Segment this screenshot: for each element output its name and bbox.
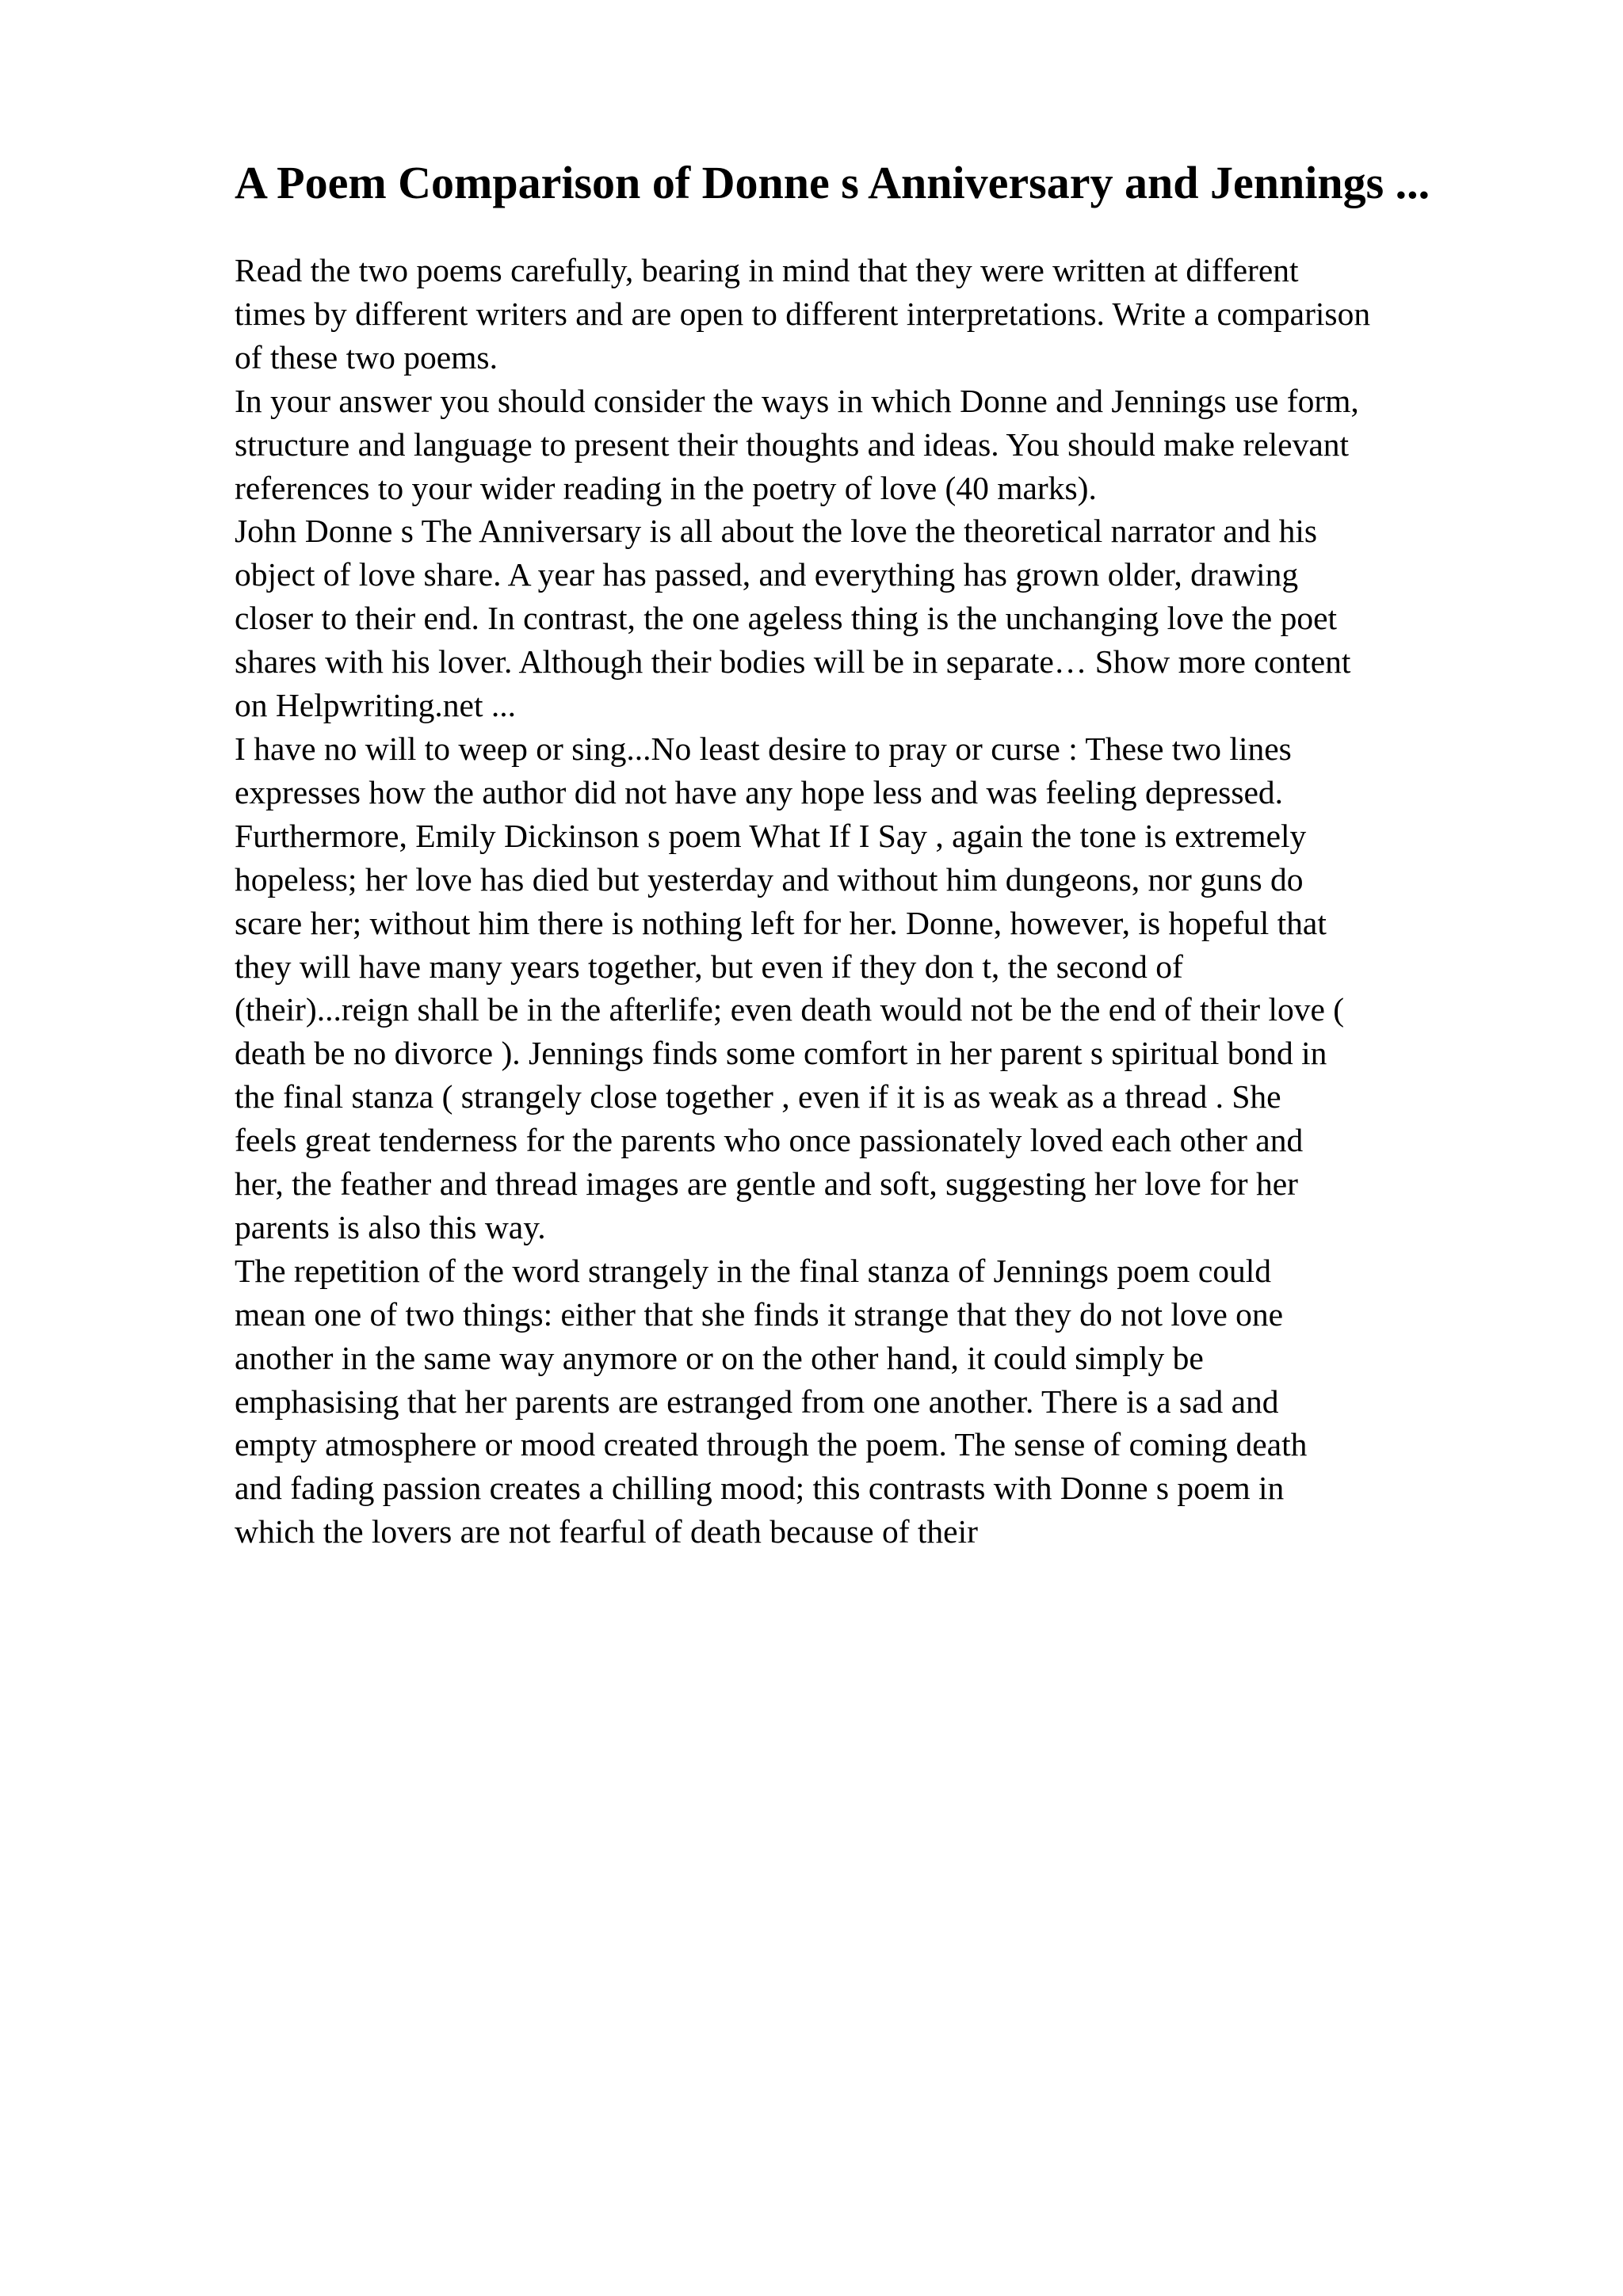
body-line: expresses how the author did not have any hope less and was feeling depressed. bbox=[235, 773, 1284, 810]
body-line: times by different writers and are open to different interpretations. Write a comparison bbox=[235, 295, 1371, 332]
body-line: shares with his lover. Although their bodies will be in separate… Show more content bbox=[235, 643, 1351, 681]
body-line: structure and language to present their thoughts and ideas. You should make relevant bbox=[235, 425, 1350, 463]
body-line: on Helpwriting.net ... bbox=[235, 687, 516, 724]
body-line: scare her; without him there is nothing left for her. Donne, however, is hopeful that bbox=[235, 904, 1327, 941]
document-body bbox=[235, 249, 1582, 1554]
body-line: parents is also this way. bbox=[235, 1208, 546, 1245]
body-line: Furthermore, Emily Dickinson s poem What If I Say , again the tone is extremely bbox=[235, 817, 1307, 854]
body-line: which the lovers are not fearful of death because of their bbox=[235, 1513, 978, 1550]
body-line: her, the feather and thread images are gentle and soft, suggesting her love for her bbox=[235, 1165, 1298, 1203]
body-line: hopeless; her love has died but yesterday and without him dungeons, nor guns do bbox=[235, 860, 1304, 898]
body-line: empty atmosphere or mood created through the poem. The sense of coming death bbox=[235, 1426, 1308, 1463]
body-line: closer to their end. In contrast, the one ageless thing is the unchanging love the poet bbox=[235, 600, 1338, 637]
body-line: (their)...reign shall be in the afterlife; even death would not be the end of their love ( bbox=[235, 991, 1345, 1028]
body-line: Read the two poems carefully, bearing in mind that they were written at different bbox=[235, 252, 1299, 288]
body-line: references to your wider reading in the poetry of love (40 marks). bbox=[235, 469, 1097, 506]
body-line: The repetition of the word strangely in the final stanza of Jennings poem could bbox=[235, 1252, 1272, 1289]
body-line: death be no divorce ). Jennings finds some comfort in her parent s spiritual bond in bbox=[235, 1035, 1327, 1072]
body-line: emphasising that her parents are estranged from one another. There is a sad and bbox=[235, 1383, 1279, 1420]
body-line: object of love share. A year has passed, and everything has grown older, drawing bbox=[235, 556, 1299, 593]
body-line: another in the same way anymore or on the other hand, it could simply be bbox=[235, 1339, 1204, 1376]
body-line: mean one of two things: either that she finds it strange that they do not love one bbox=[235, 1295, 1284, 1333]
body-line: John Donne s The Anniversary is all about the love the theoretical narrator and his bbox=[235, 513, 1318, 550]
document-title: A Poem Comparison of Donne s Anniversary and Jennings ... bbox=[235, 157, 1430, 208]
body-line: and fading passion creates a chilling mood; this contrasts with Donne s poem in bbox=[235, 1470, 1285, 1507]
body-line: of these two poems. bbox=[235, 338, 498, 376]
body-line: they will have many years together, but even if they don t, the second of bbox=[235, 948, 1183, 985]
body-line: the final stanza ( strangely close together , even if it is as weak as a thread . She bbox=[235, 1078, 1281, 1116]
body-line: feels great tenderness for the parents who once passionately loved each other and bbox=[235, 1122, 1304, 1159]
body-line: I have no will to weep or sing...No least desire to pray or curse : These two lines bbox=[235, 730, 1292, 767]
body-line: In your answer you should consider the ways in which Donne and Jennings use form, bbox=[235, 382, 1359, 419]
